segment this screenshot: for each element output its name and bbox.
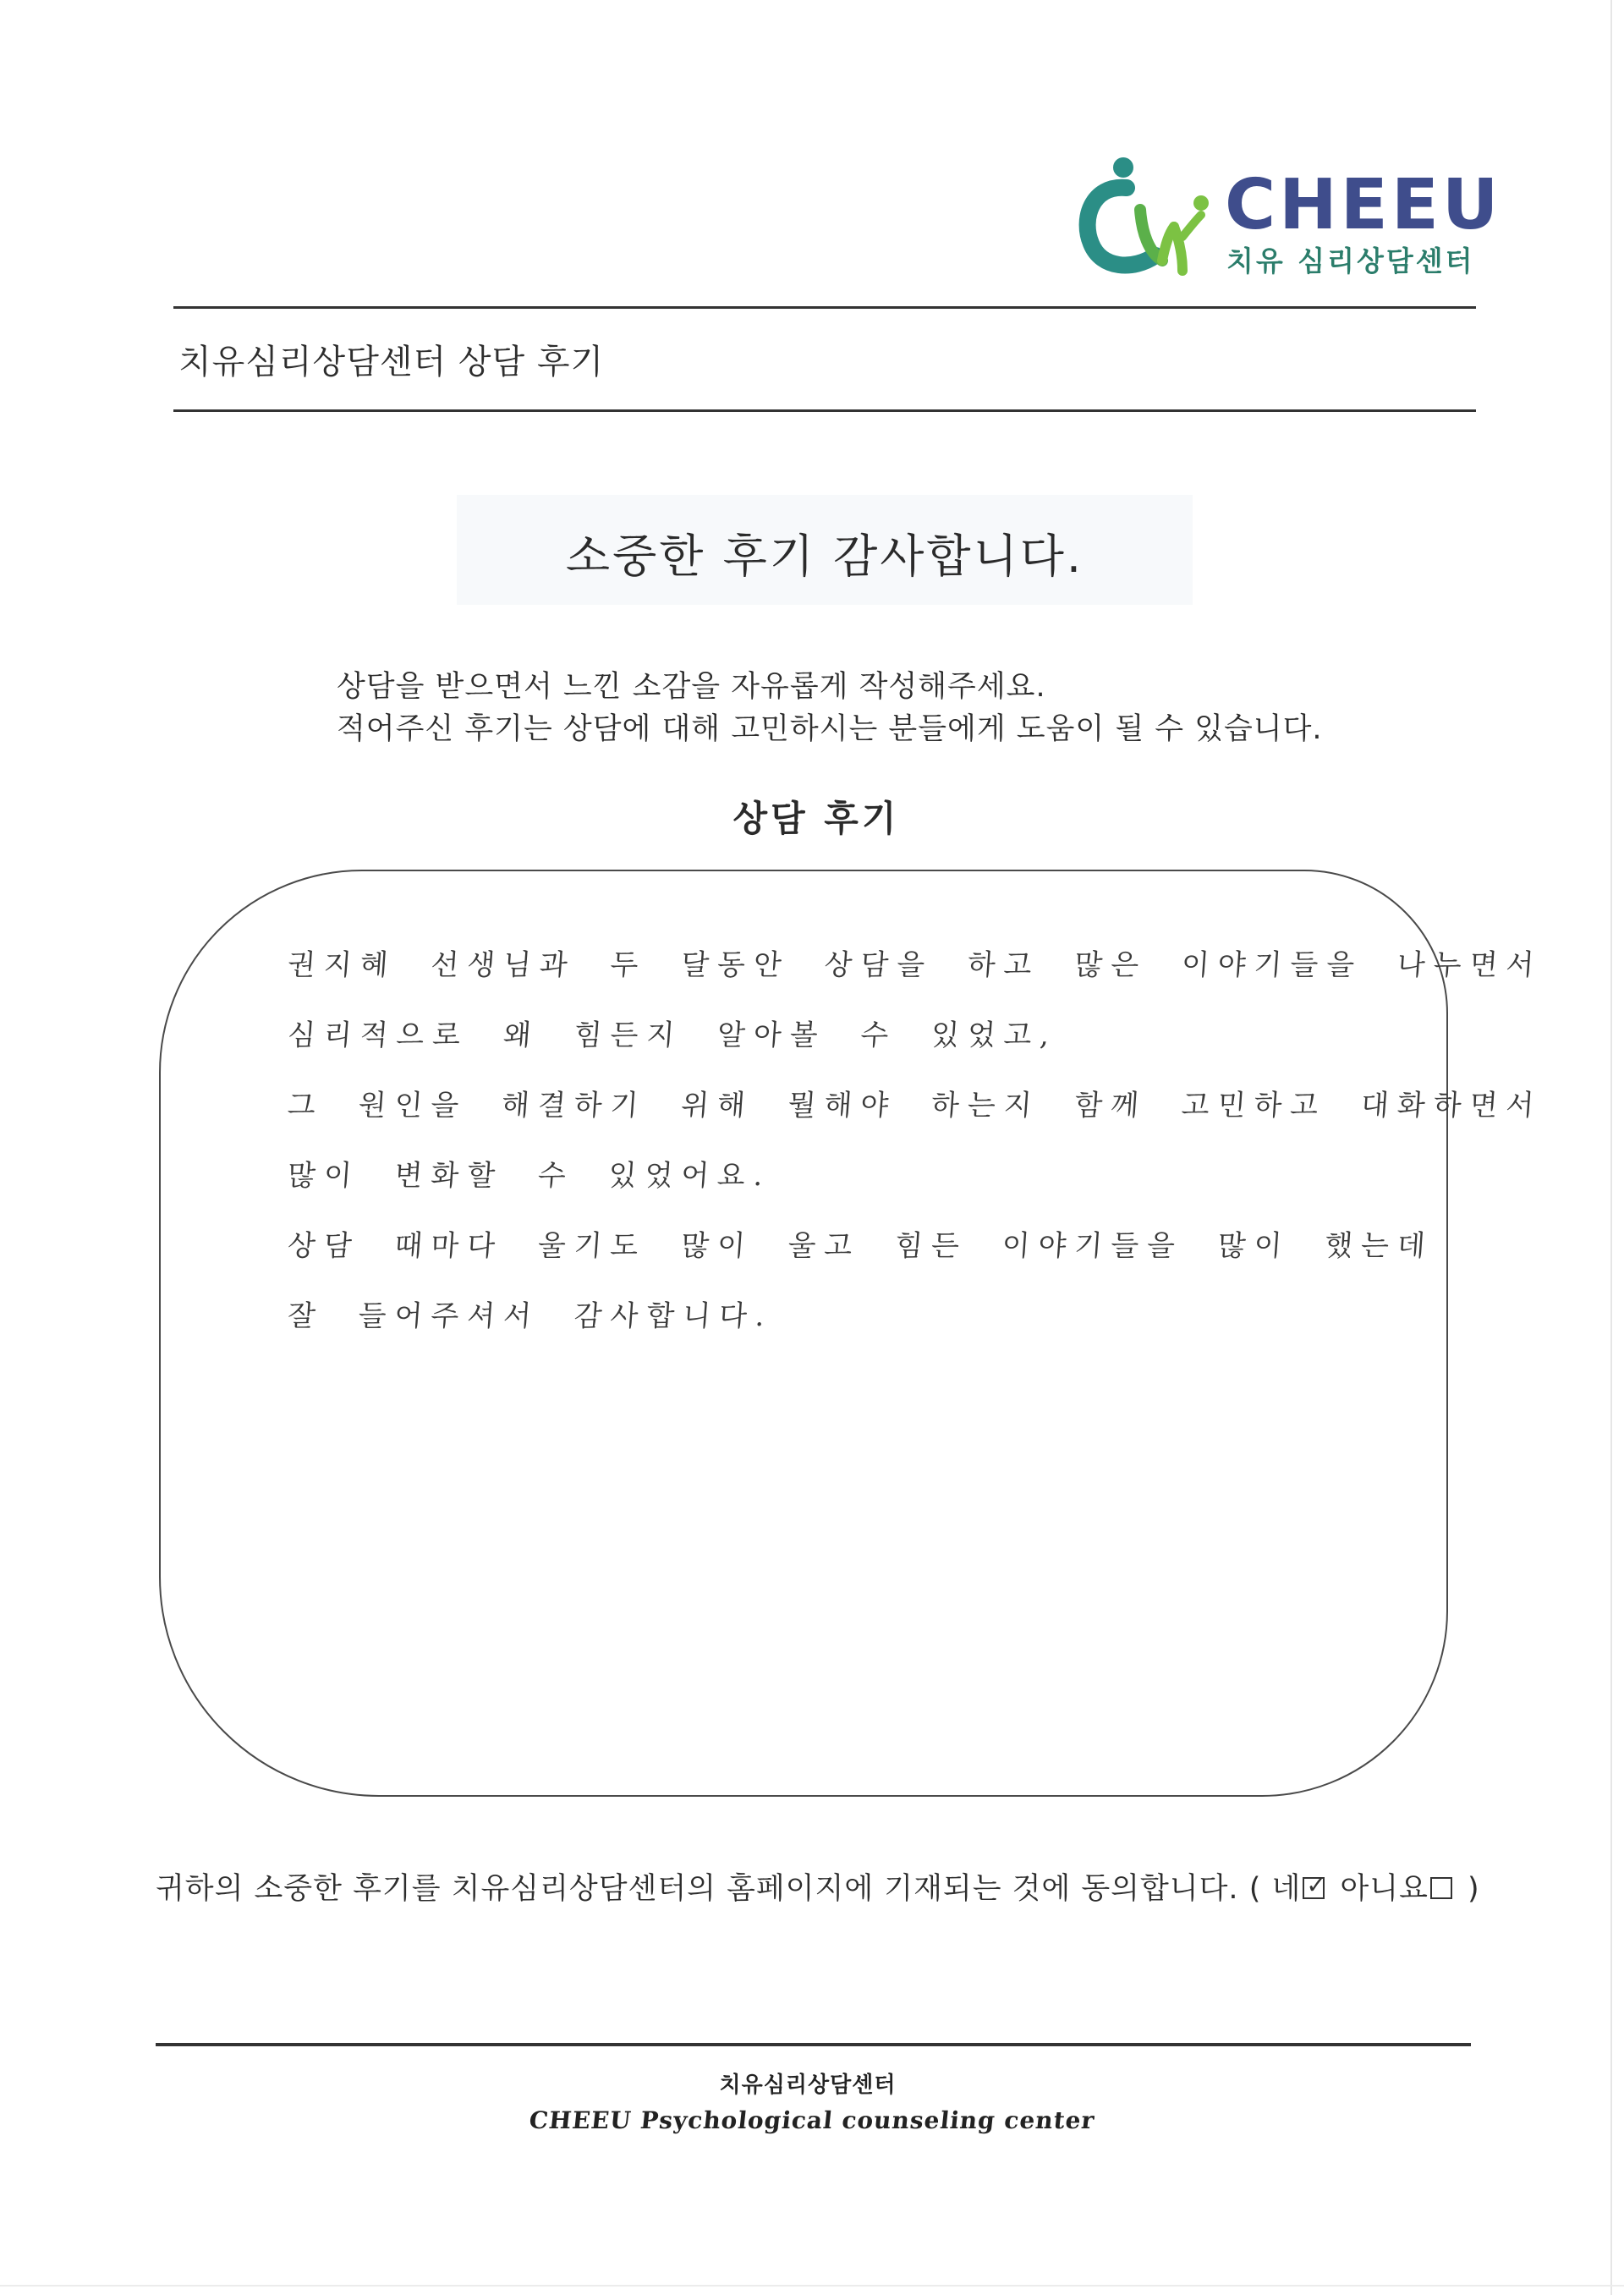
consent-yes-checkbox[interactable] [1303,1871,1327,1899]
instructions [337,666,1323,750]
scan-edge [0,2285,1624,2287]
consent-open-paren: ( [1248,1872,1262,1906]
footer-center-name: 치유심리상담센터 [719,2073,897,2098]
thanks-banner [457,495,1193,605]
thanks-title: 소중한 후기 감사합니다. [565,530,1084,583]
header-rule-bottom [173,409,1476,412]
review-line: 심리적으로 왜 힘든지 알아볼 수 있었고, [286,1018,1059,1052]
instruction-line: 상담을 받으면서 느낀 소감을 자유롭게 작성해주세요. [337,670,1046,704]
review-line: 그 원인을 해결하기 위해 뭘해야 하는지 함께 고민하고 대화하면서 [286,1089,1544,1123]
consent-yes-label: 네 [1271,1872,1302,1906]
cheeu-logo [1074,152,1502,288]
footer-rule [156,2043,1471,2046]
check-icon: ✓ [1306,1871,1327,1899]
consent-close-paren: ) [1468,1872,1480,1906]
logo-wordmark: CHEEU [1225,165,1502,245]
consent-text: 귀하의 소중한 후기를 치유심리상담센터의 홈페이지에 기재되는 것에 동의합니다. [156,1872,1239,1906]
cheeu-figure-icon [1074,152,1218,279]
review-line: 잘 들어주셔서 감사합니다. [286,1299,775,1333]
instruction-line: 적어주신 후기는 상담에 대해 고민하시는 분들에게 도움이 될 수 있습니다. [337,712,1323,746]
header-band [173,306,1476,412]
review-text-box[interactable] [159,870,1544,1797]
review-line: 상담 때마다 울기도 많이 울고 힘든 이야기들을 많이 했는데 [286,1229,1435,1263]
consent-no-checkbox[interactable] [1430,1877,1452,1899]
consent-no-label: 아니요 [1340,1872,1429,1906]
review-line: 권지혜 선생님과 두 달동안 상담을 하고 많은 이야기들을 나누면서 [286,948,1544,982]
review-section-title: 상담 후기 [732,798,900,839]
handwritten-review [286,931,1544,1352]
consent-line [156,1865,1480,1908]
header-rule-top [173,306,1476,309]
scan-edge [1610,0,1612,2295]
review-line: 많이 변화할 수 있었어요. [286,1159,773,1193]
logo-subtitle: 치유 심리상담센터 [1226,244,1475,277]
page-title: 치유심리상담센터 상담 후기 [178,343,605,382]
footer-center-name-en: CHEEU Psychological counseling center [527,2106,1097,2134]
